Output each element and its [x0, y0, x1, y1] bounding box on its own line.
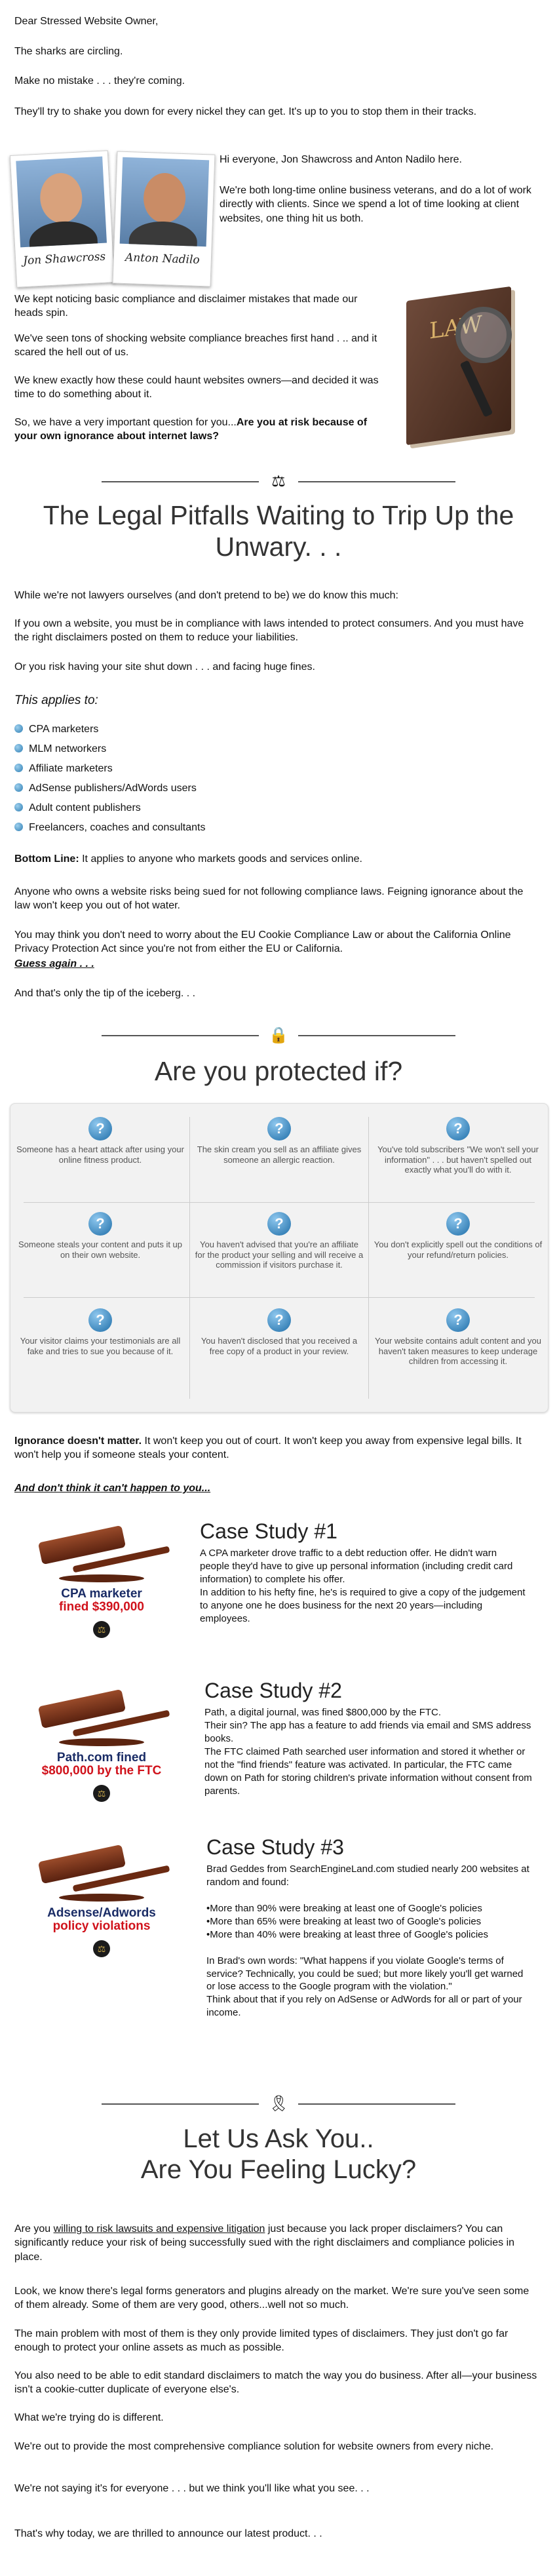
- dont-think: And don't think it can't happen to you...: [14, 1483, 211, 1494]
- pitfalls-p6: And that's only the tip of the iceberg. . .: [14, 988, 196, 999]
- divider-lock: [102, 1026, 455, 1045]
- case2-image: Path.com fined $800,000 by the FTC ⚖: [33, 1678, 170, 1786]
- bullet-icon: [14, 724, 23, 733]
- lucky-title: Let Us Ask You.. Are You Feeling Lucky?: [140, 2124, 417, 2185]
- lucky-p1: Are you willing to risk lawsuits and expensive litigation just because you lack proper disclaimers? You can significantly reduce your risk of being successfully sued with the right disclaimers and compliance policies in place.: [14, 2223, 515, 2263]
- scales-icon: ⚖: [93, 1785, 110, 1802]
- bullet-icon: [14, 744, 23, 752]
- intro-p3: They'll try to shake you down for every nickel they can get. It's up to you to stop them in their tracks.: [14, 106, 477, 117]
- scales-icon: ⚖: [271, 473, 286, 490]
- grid-cell: ? The skin cream you sell as an affiliate gives someone an allergic reaction.: [195, 1117, 364, 1165]
- intro-p2: Make no mistake . . . they're coming.: [14, 75, 185, 87]
- applies-list: [14, 722, 205, 840]
- bottom-line: Bottom Line: It applies to anyone who markets goods and services online.: [14, 853, 362, 865]
- protected-grid: [10, 1103, 548, 1413]
- case1-image: CPA marketer fined $390,000 ⚖: [33, 1514, 170, 1622]
- bullet-icon: [14, 803, 23, 811]
- case2-text: Path, a digital journal, was fined $800,000 by the FTC. Their sin? The app has a feature to add friends via email and SMS address books. The FTC claimed Path searched user information and stored it whether or not the "find friends" feature was activated. In particular, the FTC came down on Path for storing children's private information without consent from parents.: [204, 1707, 532, 1797]
- list-item: CPA marketers: [14, 722, 205, 742]
- question-icon: ?: [446, 1308, 470, 1332]
- authors-bio: We're both long-time online business veterans, and do a lot of work directly with clients. Since we spend a lot of time looking at client websites, one thing hit us both.: [220, 185, 531, 224]
- pitfalls-p4: Anyone who owns a website risks being sued for not following compliance laws. Feigning ignorance about the law won't keep you out of hot water.: [14, 886, 524, 912]
- author-photo-anton: [113, 151, 216, 286]
- author-photo-jon: [10, 150, 115, 288]
- signature-jon: Jon Shawcross: [22, 250, 106, 268]
- list-item: AdSense publishers/AdWords users: [14, 781, 205, 801]
- signature-anton: Anton Nadilo: [125, 250, 201, 267]
- lock-icon: 🔒: [269, 1026, 288, 1044]
- pitfalls-p2: If you own a website, you must be in compliance with laws intended to protect consumers. And you must have the right disclaimers posted on them to reduce your liabilities.: [14, 618, 524, 644]
- question-icon: ?: [446, 1117, 470, 1141]
- grid-cell: ? You haven't disclosed that you received a free copy of a product in your review.: [195, 1308, 364, 1356]
- list-item: MLM networkers: [14, 742, 205, 762]
- bullet-icon: [14, 823, 23, 831]
- pitfalls-p1: While we're not lawyers ourselves (and don't pretend to be) we do know this much:: [14, 590, 398, 601]
- question-icon: ?: [88, 1212, 112, 1236]
- bullet-icon: [14, 764, 23, 772]
- case3-image: Adsense/Adwords policy violations ⚖: [33, 1833, 170, 1942]
- case2-title: Case Study #2: [204, 1679, 342, 1702]
- grid-cell: ? You've told subscribers "We won't sell your information" . . . but haven't spelled out exactly what you'll do with it.: [374, 1117, 543, 1175]
- question-icon: ?: [446, 1212, 470, 1236]
- grid-cell: ? You don't explicitly spell out the conditions of your refund/return policies.: [374, 1212, 543, 1260]
- grid-cell: ? Your visitor claims your testimonials are all fake and tries to sue you because of it.: [16, 1308, 185, 1356]
- intro-p1: The sharks are circling.: [14, 46, 123, 57]
- ribbon-icon: 🎗: [269, 2095, 289, 2113]
- story-p2: We've seen tons of shocking website compliance breaches first hand . .. and it scared the hell out of us.: [14, 333, 377, 359]
- pitfalls-title: The Legal Pitfalls Waiting to Trip Up the Unwary. . .: [43, 500, 514, 562]
- bullet-icon: [14, 783, 23, 792]
- story-question: So, we have a very important question for you...Are you at risk because of your own ignorance about internet laws?: [14, 417, 368, 442]
- question-icon: ?: [88, 1308, 112, 1332]
- lucky-p5: What we're trying do is different.: [14, 2412, 164, 2423]
- lucky-p4: You also need to be able to edit standard disclaimers to match the way you do business. After all—your business isn't a cookie-cutter duplicate of everyone else's.: [14, 2370, 537, 2396]
- applies-heading: This applies to:: [14, 693, 98, 707]
- grid-cell: ? Someone steals your content and puts it up on their own website.: [16, 1212, 185, 1260]
- grid-cell: ? Your website contains adult content and you haven't taken measures to keep underage children from accessing it.: [374, 1308, 543, 1367]
- lucky-p7: We're not saying it's for everyone . . . but we think you'll like what you see. . .: [14, 2483, 370, 2494]
- question-icon: ?: [267, 1308, 291, 1332]
- grid-cell: ? Someone has a heart attack after using your online fitness product.: [16, 1117, 185, 1165]
- case3-text: Brad Geddes from SearchEngineLand.com studied nearly 200 websites at random and found: •More than 90% were breaking at least one of Google's policies •More than 65% were breaking at least two of Google's policies •More than 40% were breaking at least three of Google's policies In Brad's own words: "What happens if you violate Google's terms of service? Technically, you could be sued; but more likely you'll get warned or lose access to the Google program with the violation." Think about that if you rely on AdSense or AdWords for all or part of your income.: [206, 1864, 529, 2019]
- ignorance-text: Ignorance doesn't matter. It won't keep you out of court. It won't keep you away from expensive legal bills. It won't help you if someone steals your content.: [14, 1435, 522, 1461]
- lucky-p6: We're out to provide the most comprehensive compliance solution for website owners from every niche.: [14, 2441, 494, 2452]
- book-label: LAW: [429, 311, 482, 345]
- divider-scales: [102, 472, 455, 492]
- list-item: Adult content publishers: [14, 801, 205, 821]
- magnifier-icon: [455, 307, 512, 363]
- pitfalls-p3: Or you risk having your site shut down . . . and facing huge fines.: [14, 661, 315, 673]
- question-icon: ?: [267, 1117, 291, 1141]
- grid-cell: ? You haven't advised that you're an affiliate for the product your selling and will receive a commission if visitors purchase it.: [195, 1212, 364, 1270]
- divider-ribbon: [102, 2094, 455, 2114]
- story-question-bold: Are you at risk because of your own ignorance about internet laws?: [14, 417, 368, 442]
- case1-text: A CPA marketer drove traffic to a debt reduction offer. He didn't warn people they'd have to give up personal information (including credit card information) to complete his offer. In addition to his hefty fine, he's is required to give a copy of the judgement to anyone one he does business for the next 20 years—including employees.: [200, 1548, 526, 1624]
- story-p1: We kept noticing basic compliance and disclaimer mistakes that made our heads spin.: [14, 294, 358, 319]
- case3-title: Case Study #3: [206, 1835, 344, 1859]
- story-p3: We knew exactly how these could haunt websites owners—and decided it was time to do something about it.: [14, 375, 379, 400]
- list-item: Affiliate marketers: [14, 762, 205, 781]
- lucky-p3: The main problem with most of them is they only provide limited types of disclaimers. They just don't go far enough to protect your online assets as much as possible.: [14, 2328, 509, 2354]
- question-icon: ?: [88, 1117, 112, 1141]
- authors-hello: Hi everyone, Jon Shawcross and Anton Nadilo here.: [220, 154, 462, 165]
- greeting: Dear Stressed Website Owner,: [14, 16, 159, 27]
- protected-title: Are you protected if?: [154, 1056, 403, 1086]
- list-item: Freelancers, coaches and consultants: [14, 821, 205, 840]
- lucky-p2: Look, we know there's legal forms generators and plugins already on the market. We're sure you've seen some of them already. Some of them are very good, others...well not so much.: [14, 2286, 529, 2311]
- scales-icon: ⚖: [93, 1940, 110, 1957]
- scales-icon: ⚖: [93, 1621, 110, 1638]
- question-icon: ?: [267, 1212, 291, 1236]
- law-book-illustration: [393, 267, 537, 444]
- pitfalls-p5: You may think you don't need to worry about the EU Cookie Compliance Law or about the California Online Privacy Protection Act since you're not from either the EU or California.: [14, 929, 511, 955]
- guess-again: Guess again . . .: [14, 958, 94, 969]
- lucky-p8: That's why today, we are thrilled to announce our latest product. . .: [14, 2528, 322, 2539]
- case1-title: Case Study #1: [200, 1519, 337, 1543]
